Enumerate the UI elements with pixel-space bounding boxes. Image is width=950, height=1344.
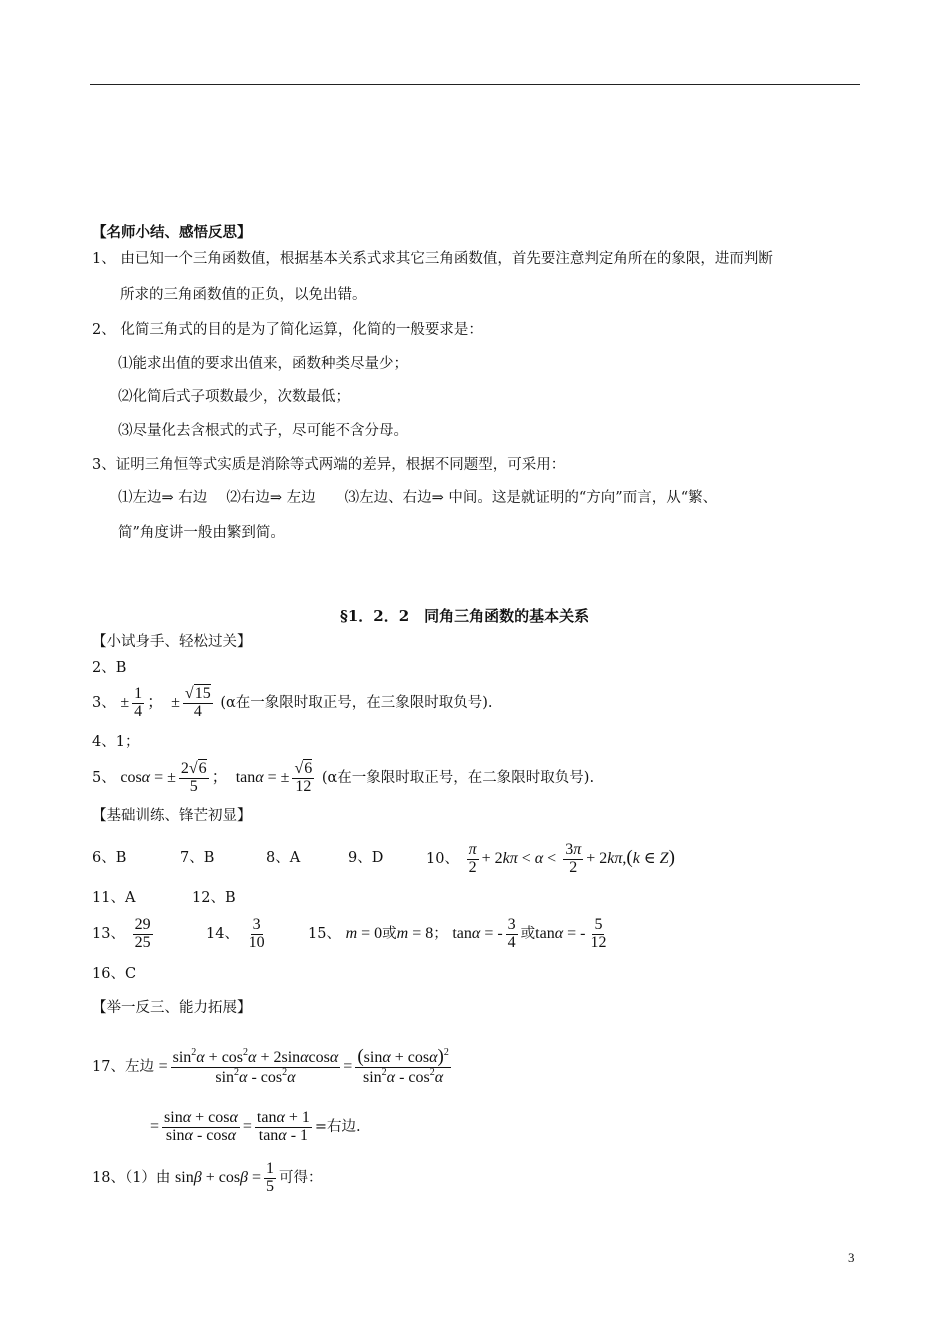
answer-17-end: =右边. (314, 1119, 361, 1135)
answer-9: 9、D (348, 850, 384, 866)
summary-item-2-1: ⑴能求出值的要求出值来，函数种类尽量少； (118, 356, 408, 372)
answer-3-note: (α在一象限时取正号，在三象限时取负号). (220, 695, 493, 711)
answer-5 (92, 758, 594, 798)
answer-10 (426, 838, 675, 879)
summary-item-1: 1、 由已知一个三角函数值，根据基本关系式求其它三角函数值，首先要注意判定角所在的象限，进而判断 (92, 251, 773, 267)
answer-18-label: 18、（1）由 (92, 1170, 171, 1186)
answer-17-formula-2: = $\frac{\sin\alpha + \cos\alpha}{\sin\alpha - \cos\alpha}$ = $\frac{\tan\alpha + 1}{\tan\alpha - 1}$ (150, 1109, 310, 1144)
answer-13: 13、 $\frac{29}{25}$ (92, 916, 151, 951)
answers-heading-3: 【举一反三、能力拓展】 (92, 1000, 252, 1016)
answer-13-label: 13、 (92, 926, 125, 942)
header-rule (90, 84, 860, 85)
summary-item-2: 2、 化简三角式的目的是为了简化运算，化简的一般要求是： (92, 322, 483, 338)
answer-17-formula-1: = $\frac{\sin^2\alpha + \cos^2\alpha + 2\sin\alpha\cos\alpha}{\sin^2\alpha - \cos^2\alpha}$ = $\frac{(\sin\alpha + \cos\alpha)^2}{\sin^2\alpha - \cos^2\alpha}$ (158, 1046, 449, 1087)
answer-15-or-1: 或 (382, 926, 397, 942)
summary-item-3-methods: ⑴左边⇒ 右边 ⑵右边⇒ 左边 ⑶左边、右边⇒ 中间。这是就证明的“方向”而言，从“繁、 (118, 490, 718, 506)
answer-5-note: (α在一象限时取正号，在二象限时取负号). (321, 770, 595, 786)
answer-3 (92, 683, 493, 723)
answers-heading-2: 【基础训练、锋芒初显】 (92, 808, 252, 824)
answer-5-label: 5、 (92, 770, 116, 786)
answer-18 (92, 1158, 323, 1198)
summary-item-3: 3、证明三角恒等式实质是消除等式两端的差异，根据不同题型，可采用： (92, 457, 566, 473)
summary-heading: 【名师小结、感悟反思】 (92, 224, 252, 241)
answer-14-label: 14、 (206, 926, 239, 942)
answer-16: 16、C (92, 966, 137, 982)
summary-item-2-2: ⑵化简后式子项数最少，次数最低； (118, 389, 350, 405)
summary-item-2-3: ⑶尽量化去含根式的式子，尽可能不含分母。 (118, 423, 408, 439)
page-number: 3 (848, 1250, 855, 1265)
answer-18-formula: sinβ + cosβ = $\frac{1}{5}$ (175, 1160, 275, 1195)
answer-18-end: 可得： (279, 1170, 323, 1186)
answer-7: 7、B (180, 850, 215, 866)
answer-17 (92, 1043, 454, 1091)
answer-4: 4、1； (92, 734, 140, 750)
summary-item-1-cont: 所求的三角函数值的正负，以免出错。 (120, 287, 367, 303)
answer-3-formula: ± $\frac{1}{4}$ ； ± $\frac{√15}{4}$ (120, 685, 211, 720)
answer-6: 6、B (92, 850, 127, 866)
answer-17-label: 17、左边 (92, 1059, 154, 1075)
answer-15-label: 15、 (308, 926, 341, 942)
answer-15-or-2: 或 (520, 926, 536, 942)
answer-12: 12、B (192, 890, 236, 906)
answer-11: 11、A (92, 890, 136, 906)
answer-8: 8、A (266, 850, 301, 866)
answer-5-formula: cosα = ± $\frac{2√6}{5}$ ； tanα = ± $\frac{√6}{12}$ (120, 760, 313, 795)
answer-14: 14、 $\frac{3}{10}$ (206, 916, 265, 951)
answer-2: 2、B (92, 660, 127, 676)
answer-10-formula: $\frac{\pi}{2}$ + 2kπ < α < $\frac{3\pi}{2}$ + 2kπ,(k ∈ Z) (468, 841, 675, 876)
answer-10-label: 10、 (426, 851, 459, 867)
section-title: §1．2．2 同角三角函数的基本关系 (340, 607, 590, 625)
answer-17-line-2 (150, 1103, 361, 1151)
answers-heading-1: 【小试身手、轻松过关】 (92, 634, 252, 650)
answer-15: 15、 m = 0或m = 8； tanα = - $\frac{3}{4}$ 或tanα = - $\frac{5}{12}$ (308, 916, 607, 951)
summary-item-3-cont: 简”角度讲一般由繁到简。 (118, 525, 285, 541)
answer-3-label: 3、 (92, 695, 116, 711)
